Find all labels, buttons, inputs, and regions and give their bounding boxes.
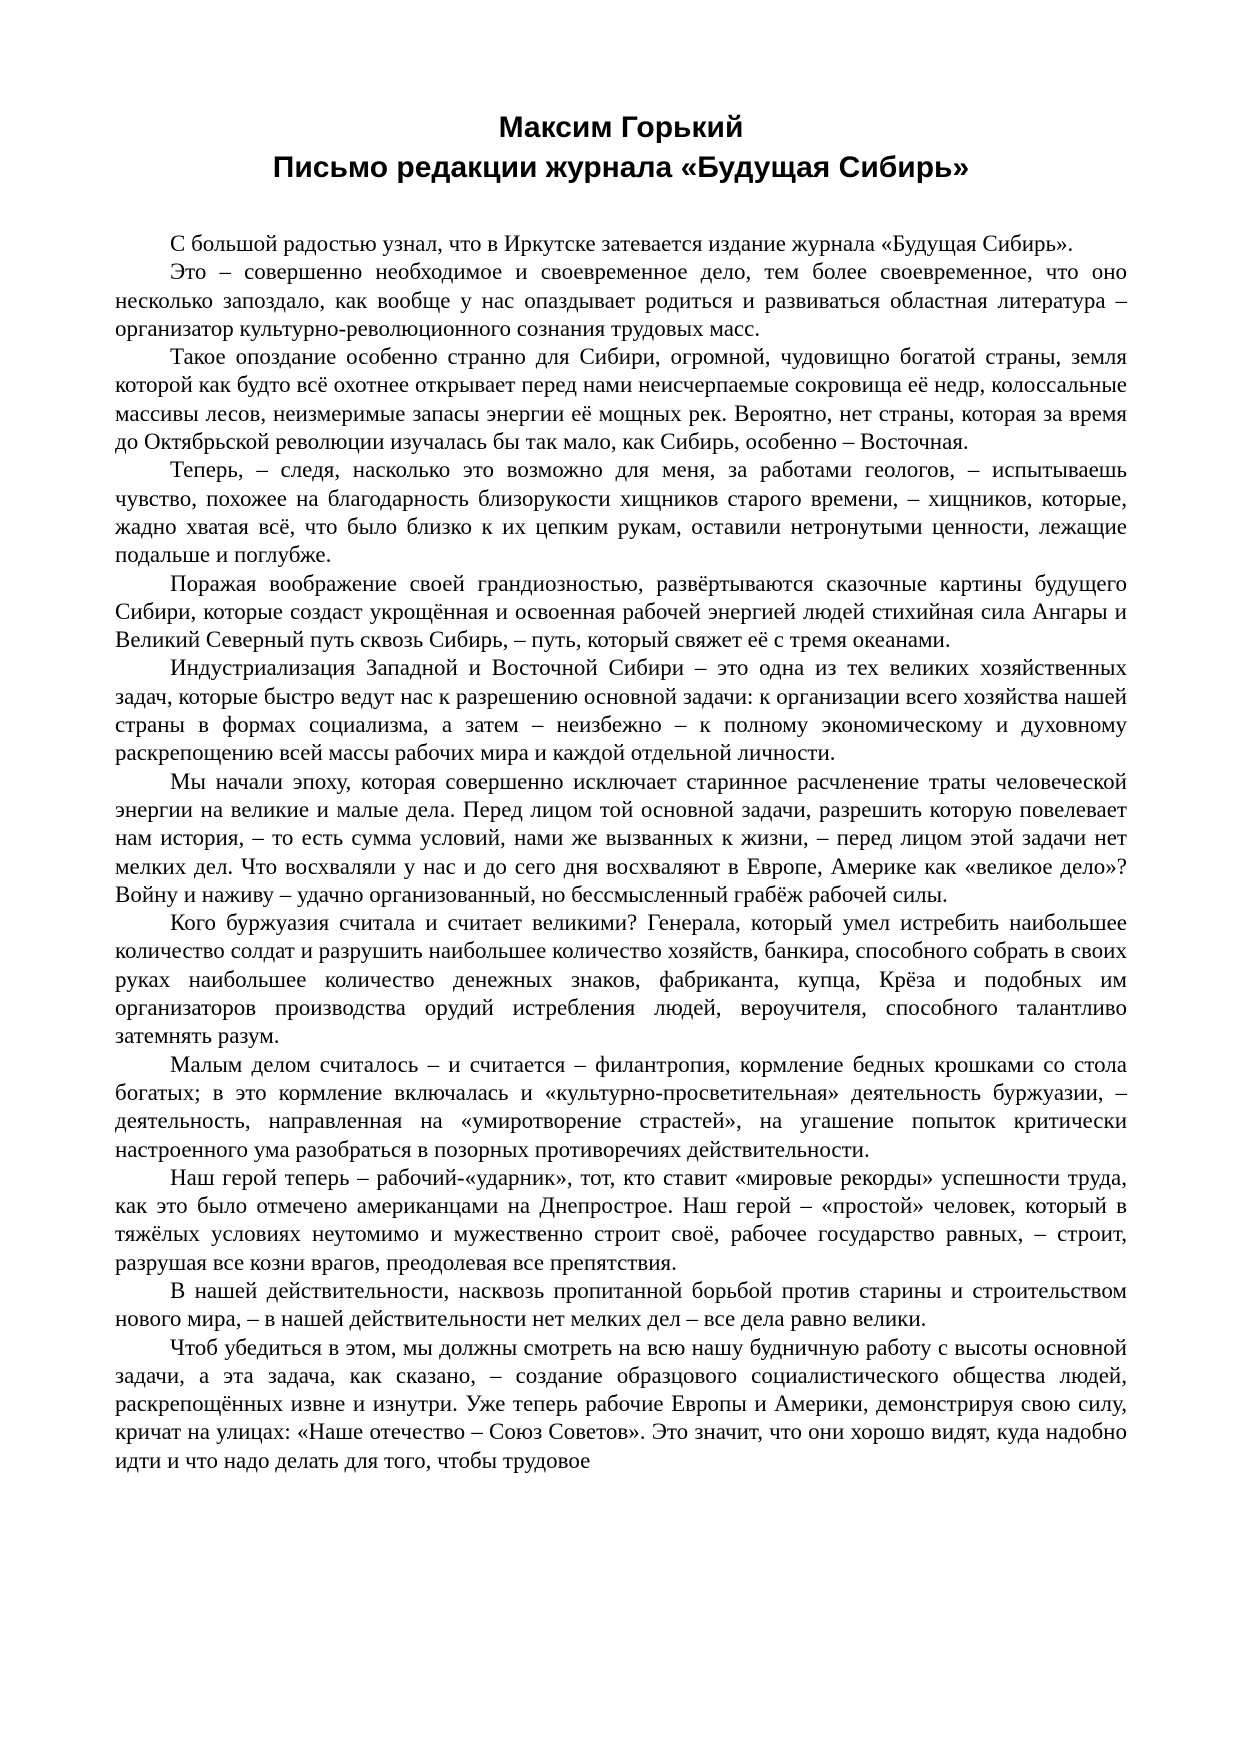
paragraph: Малым делом считалось – и считается – филантропия, кормление бедных крошками со стола богатых; в это кормление включалась и «культурно-просветительная» деятельность буржуазии, – деятельность, направленная на «умиротворение страстей», на угашение попыток критически настроенного ума разобраться в позорных противоречиях действительности. xyxy=(115,1051,1127,1162)
paragraph: Это – совершенно необходимое и своевременное дело, тем более своевременное, что оно несколько запоздало, как вообще у нас опаздывает родиться и развиваться областная литература – организатор культурно-революционного сознания трудовых масс. xyxy=(115,259,1127,341)
author-name: Максим Горький xyxy=(498,111,744,144)
paragraph: Индустриализация Западной и Восточной Сибири – это одна из тех великих хозяйственных задач, которые быстро ведут нас к разрешению основной задачи: к организации всего хозяйства нашей страны в формах социализма, а затем – неизбежно – к полному экономическому и духовному раскрепощению всей массы рабочих мира и каждой отдельной личности. xyxy=(115,655,1127,766)
paragraph: Такое опоздание особенно странно для Сибири, огромной, чудовищно богатой страны, земля которой как будто всё охотнее открывает перед нами неисчерпаемые сокровища её недр, колоссальные массивы лесов, неизмеримые запасы энергии её мощных рек. Вероятно, нет страны, которая за время до Октябрьской революции изучалась бы так мало, как Сибирь, особенно – Восточная. xyxy=(115,344,1127,455)
paragraph: С большой радостью узнал, что в Иркутске затевается издание журнала «Будущая Сибирь». xyxy=(170,231,1074,256)
document-page xyxy=(115,108,1127,1475)
document-body xyxy=(115,230,1127,1475)
paragraph: Чтоб убедиться в этом, мы должны смотреть на всю нашу будничную работу с высоты основной задачи, а эта задача, как сказано, – создание образцового социалистического общества людей, раскрепощённых извне и изнутри. Уже теперь рабочие Европы и Америки, демонстрируя свою силу, кричат на улицах: «Наше отечество – Союз Советов». Это значит, что они хорошо видят, куда надобно идти и что надо делать для того, чтобы трудовое xyxy=(115,1334,1127,1473)
paragraph: Поражая воображение своей грандиозностью, развёртываются сказочные картины будущего Сибири, которые создаст укрощённая и освоенная рабочей энергией людей стихийная сила Ангары и Великий Северный путь сквозь Сибирь, – путь, который свяжет её с тремя океанами. xyxy=(115,570,1127,653)
document-heading xyxy=(115,108,1127,188)
paragraph: Мы начали эпоху, которая совершенно исключает старинное расчленение траты человеческой энергии на великие и малые дела. Перед лицом той основной задачи, разрешить которую повелевает нам история, – то есть сумма условий, нами же вызванных к жизни, – перед лицом этой задачи нет мелких дел. Что восхваляли у нас и до сего дня восхваляют в Европе, Америке как «великое дело»? Войну и наживу – удачно организованный, но бессмысленный грабёж рабочей силы. xyxy=(115,768,1127,907)
document-title: Письмо редакции журнала «Будущая Сибирь» xyxy=(272,151,970,184)
paragraph: В нашей действительности, насквозь пропитанной борьбой против старины и строительством нового мира, – в нашей действительности нет мелких дел – все дела равно велики. xyxy=(115,1277,1127,1332)
paragraph: Кого буржуазия считала и считает великими? Генерала, который умел истребить наибольшее количество солдат и разрушить наибольшее количество хозяйств, банкира, способного собрать в своих руках наибольшее количество денежных знаков, фабриканта, купца, Крёза и подобных им организаторов производства орудий истребления людей, вероучителя, способного талантливо затемнять разум. xyxy=(115,910,1127,1049)
paragraph: Наш герой теперь – рабочий-«ударник», тот, кто ставит «мировые рекорды» успешности труда, как это было отмечено американцами на Днепрострое. Наш герой – «простой» человек, который в тяжёлых условиях неутомимо и мужественно строит своё, рабочее государство равных, – строит, разрушая все козни врагов, преодолевая все препятствия. xyxy=(115,1164,1127,1275)
paragraph: Теперь, – следя, насколько это возможно для меня, за работами геологов, – испытываешь чувство, похожее на благодарность близорукости хищников старого времени, – хищников, которые, жадно хватая всё, что было близко к их цепким рукам, оставили нетронутыми ценности, лежащие подальше и поглубже. xyxy=(115,457,1127,568)
